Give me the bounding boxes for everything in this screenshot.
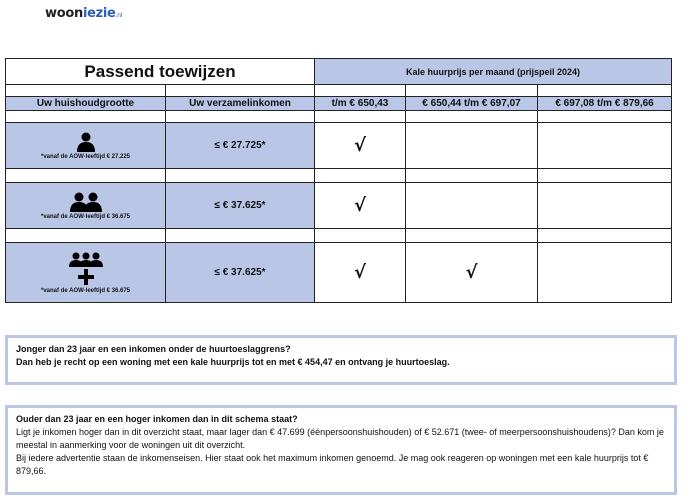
price3-cell xyxy=(538,183,672,229)
household-cell xyxy=(6,183,166,229)
aow-footnote: *vanaf de AOW-leeftijd € 36.675 xyxy=(40,287,131,294)
income-cell: ≤ € 27.725* xyxy=(166,123,315,169)
single-person-icon xyxy=(76,132,96,152)
box1-text: Dan heb je recht op een woning met een kale huurprijs tot en met € 454,47 en ontvang je huurtoeslag. xyxy=(16,357,450,367)
price1-cell: √ xyxy=(315,123,406,169)
price3-cell xyxy=(538,243,672,303)
spacer-cell xyxy=(166,229,315,243)
price1-cell: √ xyxy=(315,243,406,303)
price2-cell xyxy=(406,183,538,229)
spacer-cell xyxy=(538,85,672,97)
col-price2-header: € 650,44 t/m € 697,07 xyxy=(406,97,538,111)
spacer-cell xyxy=(315,111,406,123)
price2-cell xyxy=(406,123,538,169)
income-cell: ≤ € 37.625* xyxy=(166,243,315,303)
price-header: Kale huurprijs per maand (prijspeil 2024) xyxy=(315,59,672,85)
box1-heading: Jonger dan 23 jaar en een inkomen onder de huurtoeslaggrens? xyxy=(16,344,291,354)
spacer-cell xyxy=(166,169,315,183)
spacer-cell xyxy=(166,111,315,123)
spacer-cell xyxy=(6,85,166,97)
three-plus-persons-icon xyxy=(69,252,103,286)
spacer-cell xyxy=(315,229,406,243)
aow-footnote: *vanaf de AOW-leeftijd € 36.675 xyxy=(40,213,131,220)
spacer-cell xyxy=(538,111,672,123)
income-cell: ≤ € 37.625* xyxy=(166,183,315,229)
spacer-cell xyxy=(6,169,166,183)
aow-footnote: *vanaf de AOW-leeftijd € 27.225 xyxy=(40,153,131,160)
spacer-cell xyxy=(166,85,315,97)
spacer-cell xyxy=(406,111,538,123)
logo-part2: iezie xyxy=(82,6,116,21)
household-cell xyxy=(6,243,166,303)
price1-cell: √ xyxy=(315,183,406,229)
household-cell xyxy=(6,123,166,169)
young-tenant-info-box xyxy=(5,335,677,385)
table-title: Passend toewijzen xyxy=(6,59,315,85)
logo-part1: woon xyxy=(45,6,83,21)
box2-text-2: Bij iedere advertentie staan de inkomenseisen. Hier staat ook het maximum inkomen genoemd. Je mag ook reageren op woningen met een kale huurprijs tot € 879,66. xyxy=(16,453,649,476)
spacer-cell xyxy=(406,85,538,97)
table-row xyxy=(6,183,672,229)
spacer-cell xyxy=(538,169,672,183)
two-persons-icon xyxy=(70,192,102,212)
price3-cell xyxy=(538,123,672,169)
higher-income-info-box xyxy=(5,405,677,495)
col-income-header: Uw verzamelinkomen xyxy=(166,97,315,111)
box2-text-1: Ligt je inkomen hoger dan in dit overzicht staat, maar lager dan € 47.699 (éénpersoonshuishouden) of € 52.671 (twee- of meerpersoonshuishoudens)? Dan kom je meestal in aanmerking voor de woningen uit dit overzicht. xyxy=(16,427,664,450)
spacer-cell xyxy=(315,169,406,183)
price2-cell: √ xyxy=(406,243,538,303)
col-price1-header: t/m € 650,43 xyxy=(315,97,406,111)
spacer-cell xyxy=(6,229,166,243)
logo-suffix: .nl xyxy=(115,12,123,19)
col-price3-header: € 697,08 t/m € 879,66 xyxy=(538,97,672,111)
box2-heading: Ouder dan 23 jaar en een hoger inkomen dan in dit schema staat? xyxy=(16,414,298,424)
spacer-cell xyxy=(315,85,406,97)
table-row xyxy=(6,123,672,169)
spacer-cell xyxy=(406,169,538,183)
spacer-cell xyxy=(6,111,166,123)
col-household-header: Uw huishoudgrootte xyxy=(6,97,166,111)
spacer-cell xyxy=(406,229,538,243)
table-row xyxy=(6,243,672,303)
allocation-table xyxy=(5,58,672,303)
woonlezie-logo xyxy=(45,6,122,21)
spacer-cell xyxy=(538,229,672,243)
